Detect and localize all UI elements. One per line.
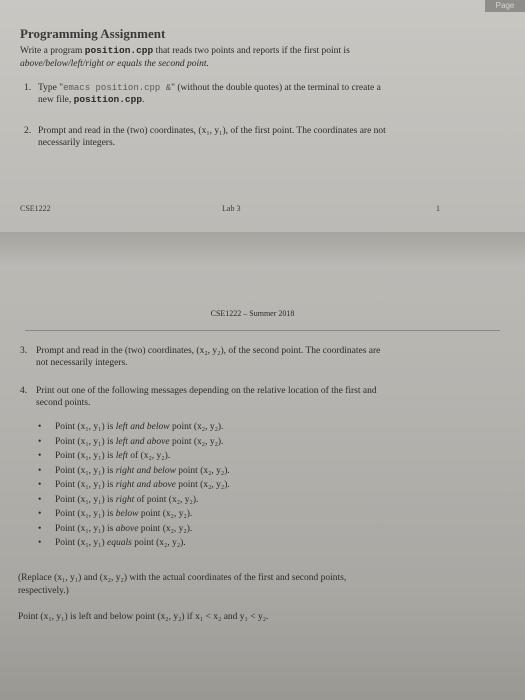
- list-item: • Point (x₁, y₁) is below point (x₂, y₂).: [38, 507, 230, 522]
- step-1-text-b: " (without the double quotes) at the terminal to create a: [171, 83, 381, 93]
- intro-filename: position.cpp: [84, 45, 154, 56]
- replace-note: [18, 572, 488, 598]
- step-3-line-1: Prompt and read in the (two) coordinates, (x₂, y₂), of the second point. The coordinates are: [36, 346, 381, 356]
- page-gap: [0, 232, 525, 268]
- step-2-line-1: Prompt and read in the (two) coordinates, (x₁, y₁), of the first point. The coordinates are not: [38, 126, 386, 136]
- bullet-icon: •: [38, 523, 42, 534]
- footer-lab: Lab 3: [222, 204, 241, 213]
- corner-page-tab: Page: [485, 0, 525, 12]
- list-item: • Point (x₁, y₁) is left of (x₂, y₂).: [38, 449, 230, 464]
- list-item: • Point (x₁, y₁) is right of point (x₂, y₂).: [38, 493, 230, 508]
- bullet-icon: •: [38, 480, 42, 490]
- note-line-1: (Replace (x₁, y₁) and (x₂, y₂) with the actual coordinates of the first and second points,: [18, 573, 347, 583]
- step-4: [20, 385, 500, 411]
- list-item: • Point (x₁, y₁) is right and above point (x₂, y₂).: [38, 478, 230, 493]
- message-list: [38, 420, 230, 551]
- bullet-icon: •: [38, 436, 42, 447]
- list-item: • Point (x₁, y₁) equals point (x₂, y₂).: [38, 536, 230, 551]
- footer-page-number: 1: [436, 204, 440, 213]
- list-item: • Point (x₁, y₁) is left and below point (x₂, y₂).: [38, 420, 230, 435]
- intro-paragraph: [20, 44, 490, 71]
- list-item: • Point (x₁, y₁) is left and above point (x₂, y₂).: [38, 435, 230, 450]
- step-number: 1.: [24, 83, 32, 93]
- step-1-filename: position.cpp: [73, 94, 143, 105]
- step-1-line2-b: .: [142, 95, 145, 105]
- bullet-icon: •: [38, 422, 42, 432]
- example-condition: Point (x₁, y₁) is left and below point (x₂, y₂) if x₁ < x₂ and y₁ < y₂.: [18, 612, 269, 622]
- step-number: 3.: [20, 346, 28, 356]
- step-number: 4.: [20, 386, 28, 396]
- note-line-2: respectively.): [18, 586, 69, 596]
- step-4-line-1: Print out one of the following messages depending on the relative location of the first and: [36, 386, 377, 396]
- step-3: [20, 345, 500, 371]
- assignment-title: Programming Assignment: [20, 26, 166, 41]
- bullet-icon: •: [38, 509, 42, 519]
- step-1: [24, 82, 494, 108]
- page-header-text: CSE1222 – Summer 2018: [210, 309, 295, 318]
- step-2-line-2: necessarily integers.: [38, 138, 116, 148]
- bullet-icon: •: [38, 494, 42, 505]
- step-1-line2-a: new file,: [38, 95, 74, 105]
- bullet-icon: •: [38, 451, 42, 461]
- bullet-icon: •: [38, 465, 42, 476]
- step-2: [24, 125, 494, 151]
- top-page: [0, 0, 525, 232]
- intro-text-2: that reads two points and reports if the first point is: [153, 46, 350, 56]
- step-1-command: emacs position.cpp &: [63, 83, 172, 93]
- step-4-line-2: second points.: [36, 398, 91, 408]
- step-3-line-2: not necessarily integers.: [36, 358, 128, 368]
- footer-course: CSE1222: [20, 204, 51, 213]
- step-number: 2.: [24, 126, 32, 136]
- list-item: • Point (x₁, y₁) is above point (x₂, y₂).: [38, 522, 230, 537]
- bullet-icon: •: [38, 538, 42, 548]
- intro-line-2: above/below/left/right or equals the second point.: [20, 59, 209, 69]
- page-header: [0, 309, 525, 318]
- header-divider: [25, 330, 500, 331]
- step-1-text-a: Type ": [38, 83, 64, 93]
- intro-text-1: Write a program: [20, 46, 85, 56]
- list-item: • Point (x₁, y₁) is right and below point (x₂, y₂).: [38, 464, 230, 479]
